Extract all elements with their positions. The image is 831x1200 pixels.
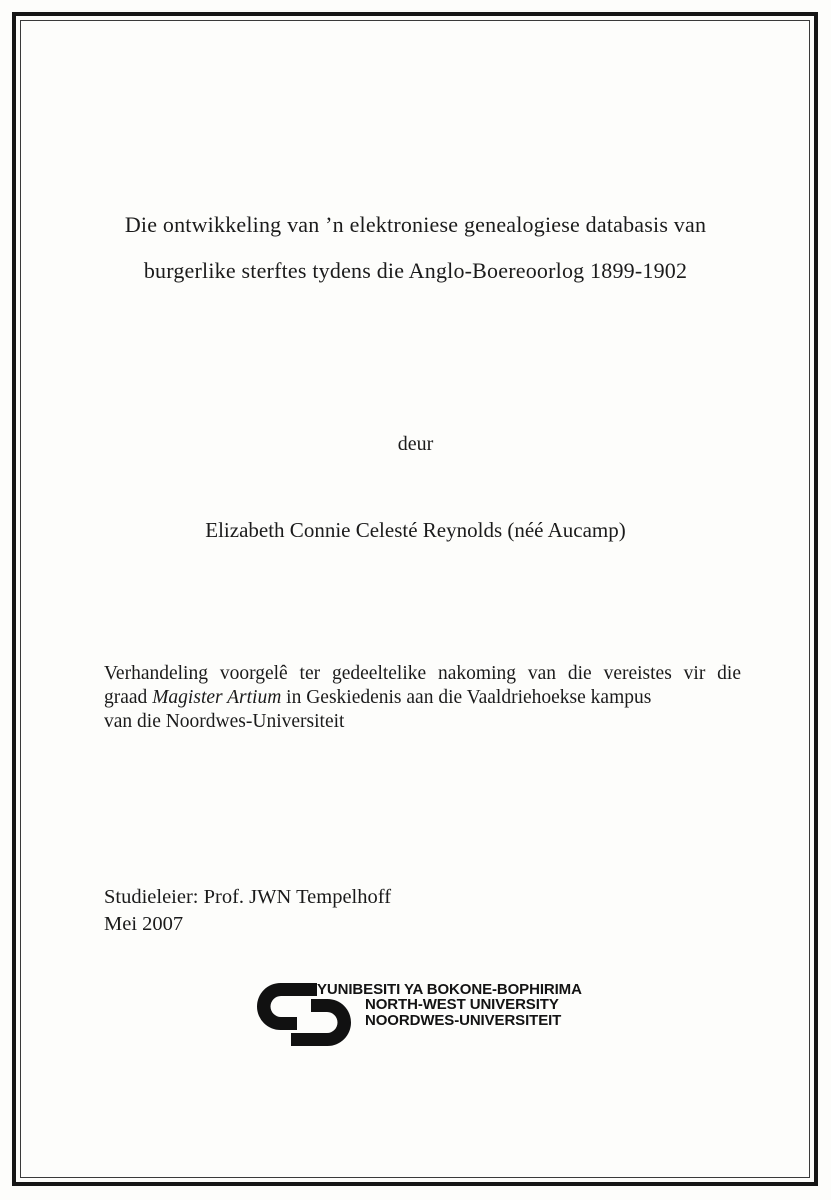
- degree-statement-line2: [104, 686, 741, 710]
- thesis-title-line2: burgerlike sterftes tydens die Anglo-Boereoorlog 1899-1902: [143, 258, 688, 283]
- degree-statement: [104, 662, 741, 733]
- degree-statement-line3: van die Noordwes-Universiteit: [104, 710, 345, 732]
- thesis-title-line1: Die ontwikkeling van ’n elektroniese genealogiese databasis van: [124, 212, 707, 237]
- university-name-setswana: YUNIBESITI YA BOKONE-BOPHIRIMA: [317, 981, 582, 998]
- university-name-block: [317, 982, 582, 1028]
- university-name-afrikaans: NOORDWES-UNIVERSITEIT: [365, 1011, 562, 1029]
- degree-name-italic: Magister Artium: [152, 686, 282, 708]
- supervisor-line: Studieleier: Prof. JWN Tempelhoff: [104, 886, 392, 908]
- degree-statement-line2-pre: graad: [104, 686, 153, 708]
- imprint-block: [104, 884, 391, 938]
- date-line: Mei 2007: [104, 913, 184, 935]
- north-west-university-logo: [255, 979, 585, 1051]
- byline-deur: deur: [397, 433, 434, 455]
- thesis-title: [55, 202, 776, 294]
- university-name-english: NORTH-WEST UNIVERSITY: [365, 996, 559, 1014]
- degree-statement-line1: Verhandeling voorgelê ter gedeeltelike nakoming van die vereistes vir die: [104, 663, 741, 684]
- degree-statement-line2-post: in Geskiedenis aan die Vaaldriehoekse kampus: [281, 686, 652, 708]
- author-name: Elizabeth Connie Celesté Reynolds (néé Aucamp): [205, 518, 626, 542]
